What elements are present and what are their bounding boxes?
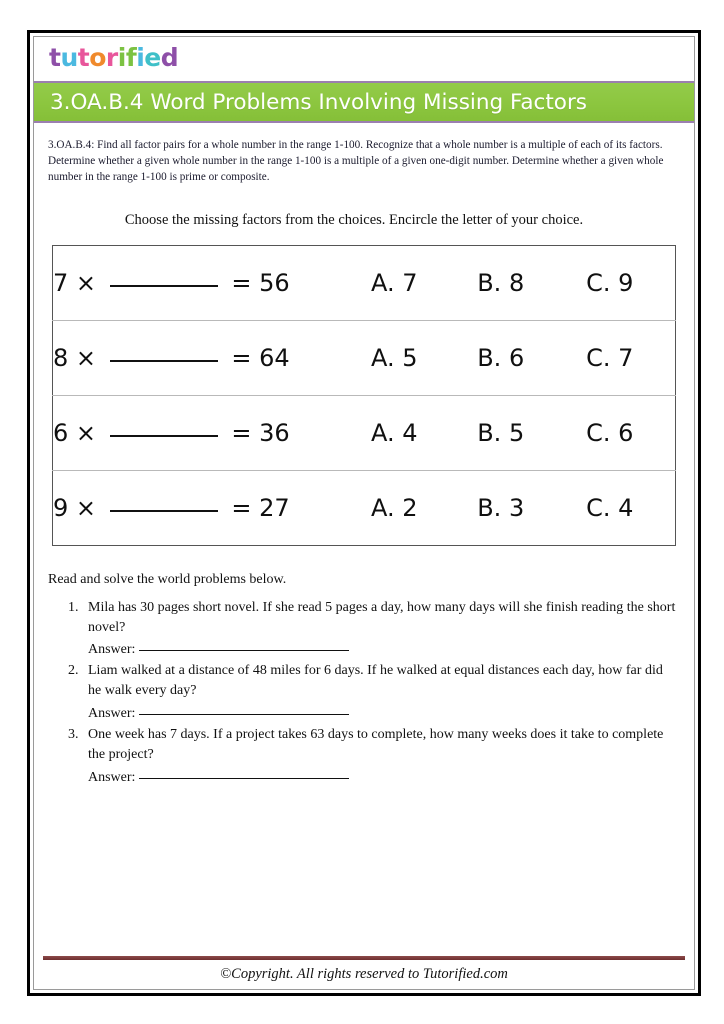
table-row — [53, 395, 676, 470]
equals-icon: = — [231, 493, 252, 522]
header-banner — [34, 81, 694, 123]
answer-blank[interactable] — [110, 271, 218, 287]
choice-option-b[interactable]: B. 3 — [477, 470, 586, 545]
answer-label: Answer: — [88, 642, 136, 658]
word-problem-text: One week has 7 days. If a project takes 63 days to complete, how many weeks does it take to complete the project? — [88, 726, 664, 762]
logo-letter: e — [144, 43, 161, 72]
choice-option-c[interactable]: C. 7 — [586, 320, 675, 395]
logo-letter: o — [89, 43, 106, 72]
standard-description: 3.OA.B.4: Find all factor pairs for a whole number in the range 1-100. Recognize that a whole number is a multiple of each of its factors. Determine whether a given whole number in the range 1-100 is a multiple of a given one-digit number. Determine whether a given whole number in the range 1-100 is prime or composite. — [48, 139, 664, 184]
product: 56 — [259, 268, 290, 297]
worksheet-page — [33, 36, 695, 990]
choice-option-a[interactable]: A. 7 — [371, 268, 418, 297]
times-icon: × — [75, 268, 97, 297]
logo-letter: t — [77, 43, 90, 72]
times-icon: × — [75, 418, 97, 447]
page-title: 3.OA.B.4 Word Problems Involving Missing Factors — [50, 89, 587, 115]
equals-icon: = — [231, 268, 252, 297]
choice-option-c[interactable]: C. 4 — [586, 470, 675, 545]
logo-area — [34, 37, 694, 79]
product: 64 — [259, 343, 290, 372]
logo-letter: i — [117, 43, 126, 72]
logo-letter: t — [49, 43, 61, 72]
logo-letter: r — [105, 43, 118, 72]
word-problems-heading: Read and solve the world problems below. — [48, 571, 287, 587]
word-problems-list — [48, 598, 676, 788]
answer-label: Answer: — [88, 769, 136, 785]
times-icon: × — [75, 343, 97, 372]
choice-option-a[interactable]: A. 4 — [371, 395, 477, 470]
logo-letter: f — [125, 43, 137, 72]
left-factor: 7 — [53, 268, 69, 297]
choice-option-b[interactable]: B. 8 — [477, 268, 525, 297]
question-cell — [53, 395, 372, 470]
list-item — [82, 598, 676, 661]
list-item — [82, 725, 676, 788]
equals-icon: = — [231, 418, 252, 447]
tutorified-logo — [49, 45, 178, 70]
answer-row — [88, 702, 676, 724]
times-icon: × — [75, 493, 97, 522]
answer-blank[interactable] — [110, 421, 218, 437]
choice-option-b[interactable]: B. 5 — [477, 395, 586, 470]
choice-option-c[interactable]: C. 6 — [586, 395, 675, 470]
table-row — [53, 245, 676, 320]
answer-blank[interactable] — [139, 702, 349, 715]
multiple-choice-instruction: Choose the missing factors from the choices. Encircle the letter of your choice. — [124, 211, 584, 228]
answer-row — [88, 766, 676, 788]
table-row — [53, 470, 676, 545]
left-factor: 9 — [53, 493, 69, 522]
word-problems-section — [48, 572, 676, 788]
multiple-choice-table — [52, 245, 676, 546]
answer-label: Answer: — [88, 706, 136, 722]
word-problem-text: Liam walked at a distance of 48 miles for 6 days. If he walked at equal distances each day, how far did he walk every day? — [88, 663, 663, 699]
question-cell — [53, 320, 372, 395]
answer-row — [88, 638, 676, 660]
list-item — [82, 661, 676, 724]
word-problem-text: Mila has 30 pages short novel. If she read 5 pages a day, how many days will she finish reading the short novel? — [88, 599, 676, 635]
copyright-text: ©Copyright. All rights reserved to Tutorified.com — [220, 966, 508, 982]
question-cell — [53, 245, 372, 320]
left-factor: 6 — [53, 418, 69, 447]
left-factor: 8 — [53, 343, 69, 372]
logo-letter: u — [60, 43, 78, 72]
question-cell — [53, 470, 372, 545]
choice-option-a[interactable]: A. 2 — [371, 470, 477, 545]
product: 36 — [259, 418, 290, 447]
answer-blank[interactable] — [110, 346, 218, 362]
logo-letter: d — [160, 43, 179, 72]
choice-option-a[interactable]: A. 5 — [371, 320, 477, 395]
header-banner-wrap — [34, 81, 694, 125]
equals-icon: = — [231, 343, 252, 372]
answer-blank[interactable] — [110, 496, 218, 512]
choice-option-b[interactable]: B. 6 — [477, 320, 586, 395]
answer-blank[interactable] — [139, 766, 349, 779]
choice-option-c[interactable]: C. 9 — [586, 268, 634, 297]
table-row — [53, 320, 676, 395]
worksheet-page-border — [27, 30, 701, 996]
multiple-choice-table-body — [53, 245, 676, 545]
product: 27 — [259, 493, 290, 522]
logo-letter: i — [136, 43, 145, 72]
answer-blank[interactable] — [139, 638, 349, 651]
footer — [37, 956, 691, 983]
